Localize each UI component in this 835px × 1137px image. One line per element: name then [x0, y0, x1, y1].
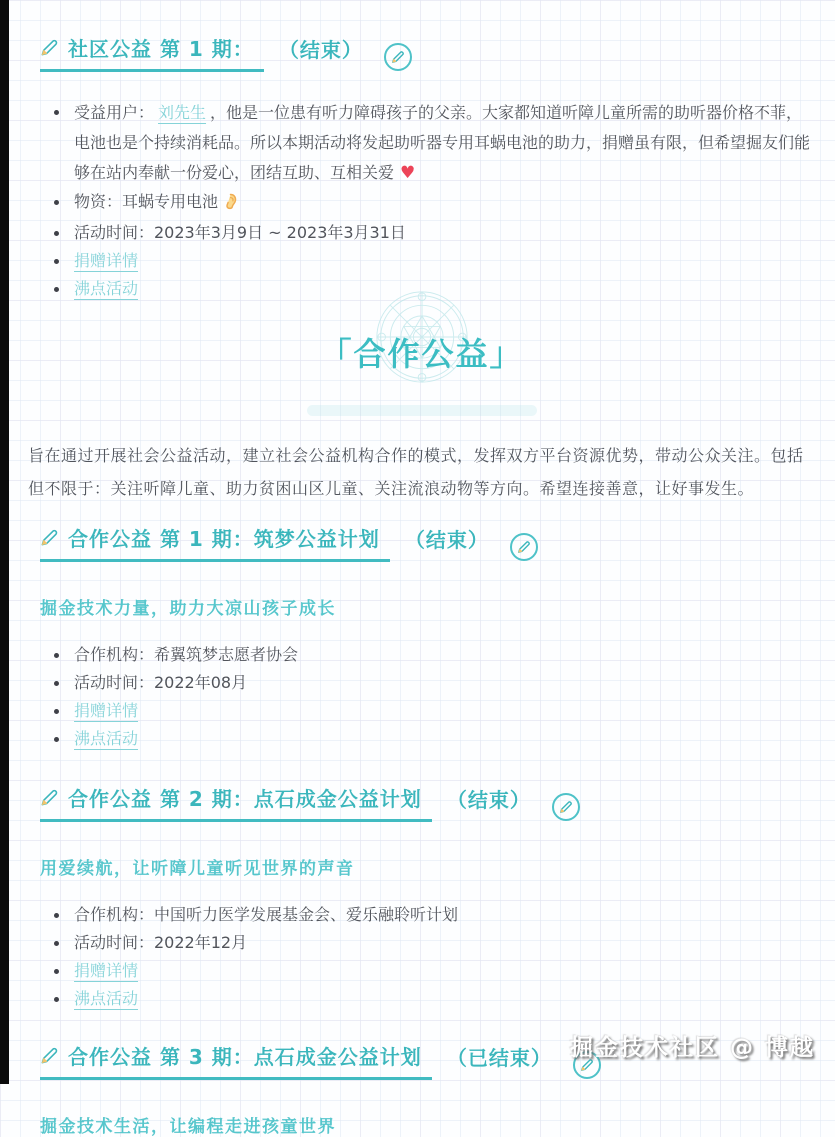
activity-time-text: 活动时间：2022年12月 — [74, 933, 248, 952]
pencil-icon — [40, 528, 59, 547]
beneficiary-text: ，他是一位患有听力障碍孩子的父亲。大家都知道听障儿童所需的助听器价格不菲，电池也是个持续消耗品。所以本期活动将发起助听器专用耳蜗电池的助力，捐赠虽有限，但希望掘友们能够在站内奉献一份爱心，团结互助、互相关爱 — [74, 103, 811, 182]
edit-anchor-button[interactable] — [552, 793, 580, 821]
left-window-edge — [0, 0, 9, 1084]
edit-anchor-button[interactable] — [384, 43, 412, 71]
pencil-icon — [40, 38, 59, 57]
section-title: 合作公益 第 2 期：点石成金公益计划 — [68, 787, 422, 811]
activity-time-text: 活动时间：2022年08月 — [74, 673, 248, 692]
community-details-list — [28, 98, 815, 303]
donation-details-link[interactable]: 捐赠详情 — [74, 251, 139, 270]
ear-icon — [224, 191, 237, 219]
coop-banner — [28, 303, 815, 423]
pencil-icon — [391, 50, 405, 64]
list-item-org — [52, 641, 815, 669]
coop-banner-title: 「合作公益」 — [319, 335, 524, 373]
pencil-icon — [40, 1046, 59, 1065]
coop-intro-paragraph: 旨在通过开展社会公益活动，建立社会公益机构合作的模式，发挥双方平台资源优势，带动公众关注。包括但不限于：关注听障儿童、助力贫困山区儿童、关注流浪动物等方向。希望连接善意，让好事发生。 — [28, 446, 804, 498]
section-status: （已结束） — [446, 1046, 552, 1070]
section-status: （结束） — [404, 528, 489, 552]
supplies-text: 物资：耳蜗专用电池 — [74, 192, 219, 211]
list-item-time — [52, 929, 815, 957]
donation-details-link[interactable]: 捐赠详情 — [74, 701, 139, 720]
section-header-coop-1 — [40, 523, 815, 562]
author-watermark: 掘金技术社区 @ 博越 — [569, 1035, 815, 1061]
pencil-icon — [517, 540, 531, 554]
partner-org-text: 合作机构：中国听力医学发展基金会、爱乐融聆听计划 — [74, 905, 459, 924]
list-item-org — [52, 901, 815, 929]
activity-time-text: 活动时间：2023年3月9日 ~ 2023年3月31日 — [74, 223, 406, 242]
list-item-boiling — [52, 725, 815, 753]
section-status: （结束） — [446, 788, 531, 812]
coop-3-slogan: 掘金技术生活，让编程走进孩童世界 — [40, 1117, 336, 1137]
donation-details-link[interactable]: 捐赠详情 — [74, 961, 139, 980]
partner-org-text: 合作机构：希翼筑梦志愿者协会 — [74, 645, 299, 664]
banner-ribbon-decoration — [307, 405, 537, 416]
section-title-underline — [40, 33, 264, 72]
beneficiary-label: 受益用户： — [74, 103, 155, 122]
section-title: 合作公益 第 3 期：点石成金公益计划 — [68, 1045, 422, 1069]
section-status: （结束） — [278, 38, 363, 62]
list-item-boiling — [52, 985, 815, 1013]
heart-icon: ♥ — [400, 163, 416, 183]
section-title: 合作公益 第 1 期：筑梦公益计划 — [68, 527, 380, 551]
section-header-community-1 — [40, 33, 815, 72]
section-title: 社区公益 第 1 期： — [68, 37, 254, 61]
coop-2-slogan: 用爱续航，让听障儿童听见世界的声音 — [40, 859, 355, 879]
list-item-beneficiary — [52, 98, 815, 188]
beneficiary-user-link[interactable]: 刘先生 — [158, 103, 207, 122]
list-item-time — [52, 219, 815, 247]
list-item-donation — [52, 247, 815, 275]
section-title-underline — [40, 1041, 432, 1080]
section-title-underline — [40, 523, 390, 562]
section-header-coop-2 — [40, 783, 815, 822]
pencil-icon — [40, 788, 59, 807]
coop-1-slogan: 掘金技术力量，助力大凉山孩子成长 — [40, 599, 336, 619]
list-item-time — [52, 669, 815, 697]
boiling-point-link[interactable]: 沸点活动 — [74, 729, 139, 748]
list-item-donation — [52, 697, 815, 725]
boiling-point-link[interactable]: 沸点活动 — [74, 989, 139, 1008]
list-item-supplies — [52, 188, 815, 219]
boiling-point-link[interactable]: 沸点活动 — [74, 279, 139, 298]
section-title-underline — [40, 783, 432, 822]
article-page — [9, 0, 827, 1137]
edit-anchor-button[interactable] — [510, 533, 538, 561]
list-item-donation — [52, 957, 815, 985]
coop-2-details-list — [28, 901, 815, 1013]
pencil-icon — [559, 800, 573, 814]
coop-1-details-list — [28, 641, 815, 753]
